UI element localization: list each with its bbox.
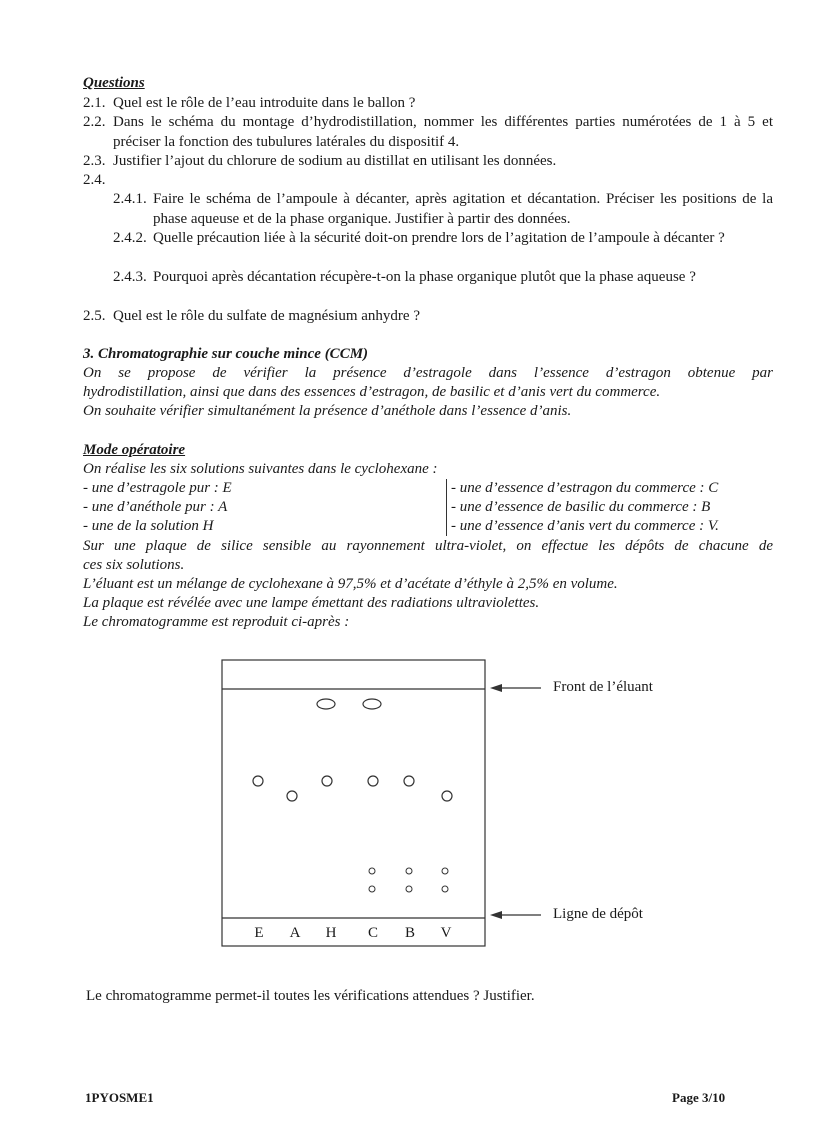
solution-left: - une de la solution H — [83, 518, 214, 534]
question-number: 2.5. — [83, 308, 106, 324]
spot — [442, 868, 448, 874]
question-text: Quelle précaution liée à la sécurité doit-on prendre lors de l’agitation de l’ampoule à décanter ? — [153, 230, 725, 246]
question-text: Quel est le rôle du sulfate de magnésium anhydre ? — [113, 308, 420, 324]
solution-right: - une d’essence de basilic du commerce : B — [446, 498, 710, 517]
spot — [287, 791, 297, 801]
lane-label-v: V — [440, 925, 452, 941]
deposit-arrow-head — [490, 911, 502, 919]
ccm-intro-line: On se propose de vérifier la présence d’estragole dans l’essence d’estragon obtenue par — [83, 365, 773, 381]
footer-code: 1PYOSME1 — [85, 1090, 154, 1105]
mode-line: ces six solutions. — [83, 557, 185, 573]
solution-left: - une d’anéthole pur : A — [83, 499, 228, 515]
mode-line: Le chromatogramme est reproduit ci-après : — [83, 614, 350, 630]
mode-line: L’éluant est un mélange de cyclohexane à 97,5% et d’acétate d’éthyle à 2,5% en volume. — [83, 576, 618, 592]
spot — [442, 791, 452, 801]
lane-label-e: E — [254, 925, 264, 941]
front-label: Front de l’éluant — [553, 679, 653, 695]
lane-label-c: C — [367, 925, 379, 941]
spot — [317, 699, 335, 709]
mode-line: On réalise les six solutions suivantes dans le cyclohexane : — [83, 461, 438, 477]
solution-left: - une d’estragole pur : E — [83, 480, 232, 496]
question-number: 2.4.1. — [113, 191, 147, 207]
solution-right: - une d’essence d’estragon du commerce : C — [446, 479, 718, 498]
lane-label-b: B — [404, 925, 416, 941]
mode-heading: Mode opératoire — [83, 442, 186, 458]
spot — [404, 776, 414, 786]
ccm-heading: 3. Chromatographie sur couche mince (CCM) — [83, 346, 369, 362]
spot — [442, 886, 448, 892]
mode-line: La plaque est révélée avec une lampe émettant des radiations ultraviolettes. — [83, 595, 540, 611]
question-text: Dans le schéma du montage d’hydrodistillation, nommer les différentes parties numérotées de 1 à 5 et préciser la fonction des tubulures latérales du dispositif 4. — [113, 114, 773, 150]
question-number: 2.2. — [83, 114, 106, 130]
question-text: Faire le schéma de l’ampoule à décanter, après agitation et décantation. Préciser les positions de la phase aqueuse et de la phase organique. Justifier à partir des données. — [153, 191, 773, 227]
solution-right: - une d’essence d’anis vert du commerce : V. — [446, 517, 719, 536]
spot — [369, 886, 375, 892]
spot — [253, 776, 263, 786]
spot — [369, 868, 375, 874]
question-number: 2.1. — [83, 95, 106, 111]
deposit-label: Ligne de dépôt — [553, 906, 643, 922]
question-number: 2.4. — [83, 172, 106, 188]
spot — [363, 699, 381, 709]
question-number: 2.4.3. — [113, 269, 147, 285]
spot — [368, 776, 378, 786]
spot — [406, 868, 412, 874]
question-number: 2.3. — [83, 153, 106, 169]
footer-page: Page 3/10 — [672, 1090, 726, 1105]
ccm-intro-line: On souhaite vérifier simultanément la présence d’anéthole dans l’essence d’anis. — [83, 403, 572, 419]
mode-line: Sur une plaque de silice sensible au rayonnement ultra-violet, on effectue les dépôts de chacune de — [83, 538, 773, 554]
tlc-plate — [222, 660, 485, 946]
final-question: Le chromatogramme permet-il toutes les vérifications attendues ? Justifier. — [86, 988, 535, 1004]
question-number: 2.4.2. — [113, 230, 147, 246]
question-text: Pourquoi après décantation récupère-t-on la phase organique plutôt que la phase aqueuse ? — [153, 269, 696, 285]
question-text: Justifier l’ajout du chlorure de sodium au distillat en utilisant les données. — [113, 153, 557, 169]
questions-heading: Questions — [83, 75, 145, 91]
front-arrow-head — [490, 684, 502, 692]
ccm-intro-line: hydrodistillation, ainsi que dans des essences d’estragon, de basilic et d’anis vert du commerce. — [83, 384, 661, 400]
lane-label-h: H — [325, 925, 337, 941]
question-text: Quel est le rôle de l’eau introduite dans le ballon ? — [113, 95, 416, 111]
spot — [322, 776, 332, 786]
spot — [406, 886, 412, 892]
lane-label-a: A — [289, 925, 301, 941]
